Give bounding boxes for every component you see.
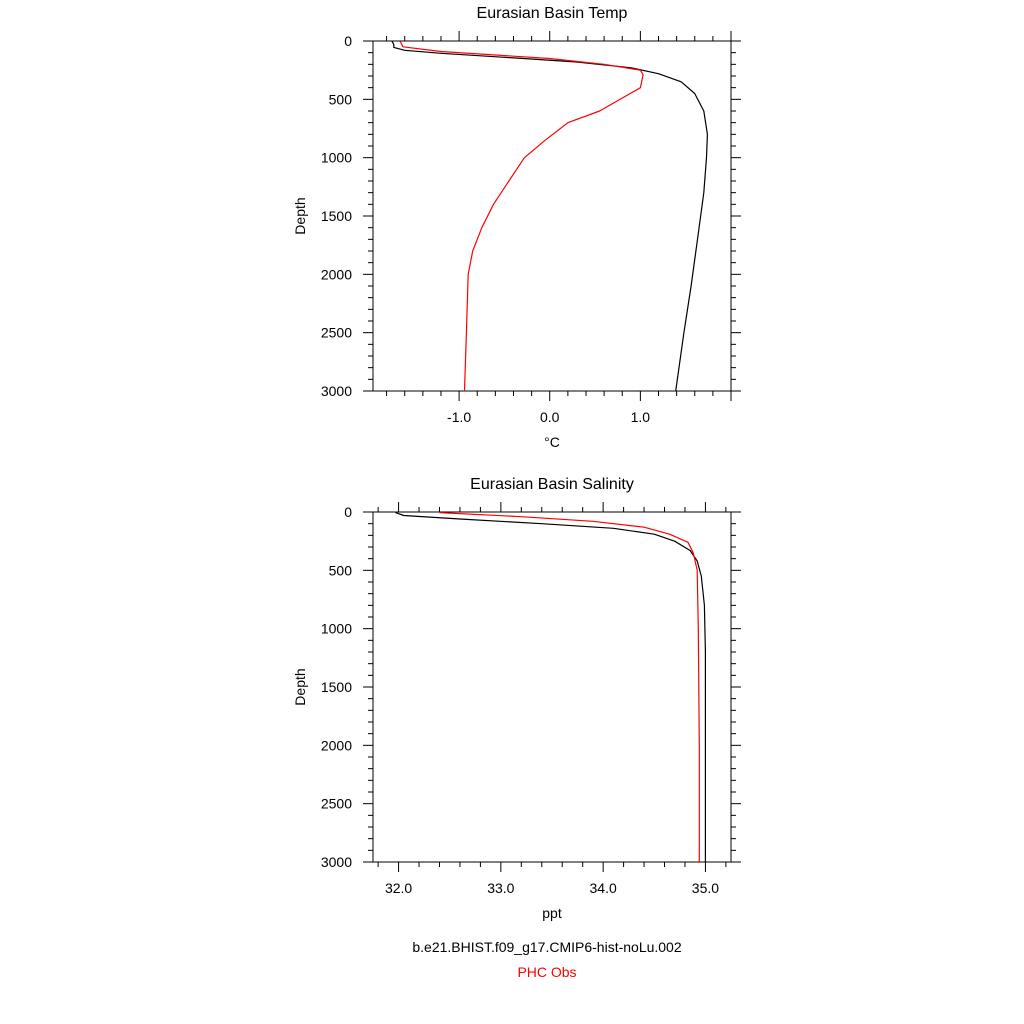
footer-model-label: b.e21.BHIST.f09_g17.CMIP6-hist-noLu.002 — [412, 939, 682, 955]
temp-y-tick-label: 500 — [328, 91, 352, 108]
salinity-x-tick-label: 33.0 — [487, 880, 515, 896]
temp-y-tick-label: 1000 — [320, 149, 352, 166]
temp-x-tick-label: 1.0 — [630, 409, 651, 425]
salinity-panel — [292, 476, 741, 921]
temp-x-tick-label: 0.0 — [539, 409, 560, 425]
salinity-y-tick-label: 1500 — [320, 679, 352, 695]
salinity-y-tick-label: 2000 — [320, 737, 352, 754]
salinity-y-tick-label: 1000 — [320, 620, 352, 637]
footer-obs-label: PHC Obs — [517, 964, 577, 980]
temp-y-axis-label: Depth — [292, 197, 308, 235]
temp-x-axis-label: °C — [544, 434, 560, 450]
salinity-x-tick-label: 34.0 — [589, 880, 617, 896]
salinity-x-tick-label: 35.0 — [691, 880, 720, 896]
salinity-plot-frame — [373, 512, 731, 862]
temp-obs-line — [400, 41, 643, 391]
temp-y-tick-label: 2000 — [320, 266, 352, 283]
salinity-y-tick-label: 0 — [344, 504, 352, 520]
salinity-x-axis-label: ppt — [542, 905, 562, 921]
temp-y-tick-label: 0 — [344, 33, 352, 49]
salinity-x-tick-label: 32.0 — [384, 880, 413, 896]
temp-y-tick-label: 3000 — [320, 383, 352, 399]
temp-model-line — [392, 41, 707, 391]
salinity-model-line — [396, 513, 706, 862]
temp-y-tick-label: 1500 — [320, 208, 352, 224]
temp-plot-frame — [373, 41, 731, 391]
temp-x-tick-label: -1.0 — [447, 409, 472, 425]
salinity-y-tick-label: 3000 — [320, 854, 352, 870]
salinity-chart-title: Eurasian Basin Salinity — [470, 476, 634, 493]
temp-chart-title: Eurasian Basin Temp — [476, 5, 628, 22]
salinity-y-axis-label: Depth — [292, 668, 308, 706]
temp-y-tick-label: 2500 — [320, 324, 352, 341]
temp-panel — [292, 5, 741, 450]
salinity-obs-line — [440, 513, 700, 862]
salinity-y-tick-label: 2500 — [320, 795, 352, 812]
salinity-y-tick-label: 500 — [328, 562, 352, 579]
